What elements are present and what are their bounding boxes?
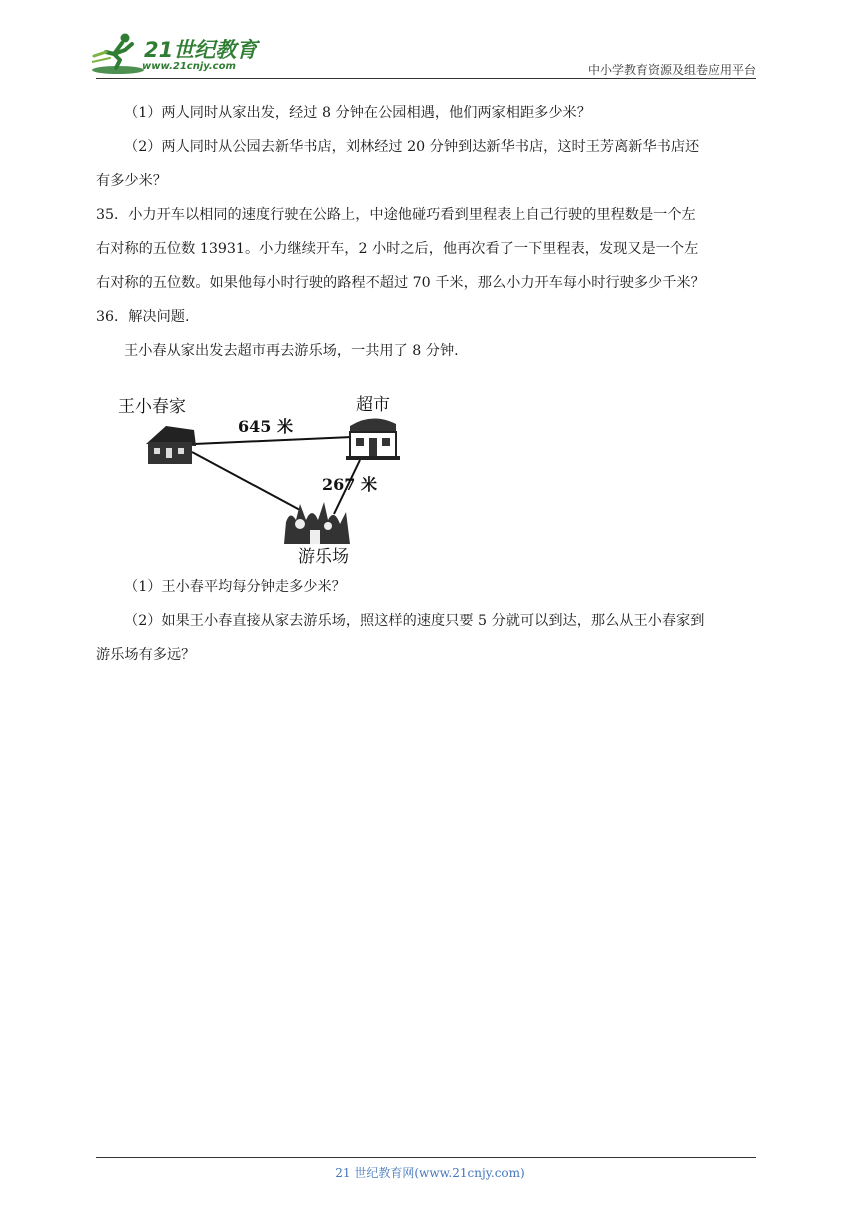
q35-line-1: 35．小力开车以相同的速度行驶在公路上，中途他碰巧看到里程表上自己行驶的里程数是一个左 [96, 207, 696, 223]
q36-title: 36．解决问题. [96, 309, 190, 325]
park-label: 游乐场 [298, 547, 349, 564]
distance-market-park: 267 米 [322, 475, 377, 494]
q34-subquestion-2-line-1: （2）两人同时从公园去新华书店，刘林经过 20 分钟到达新华书店，这时王芳离新华书店还 [124, 139, 700, 155]
q36-subquestion-1: （1）王小春平均每分钟走多少米？ [124, 579, 346, 595]
market-label: 超市 [356, 395, 390, 415]
footer-divider [96, 1157, 756, 1158]
document-body [96, 96, 760, 672]
page-header [0, 0, 860, 80]
q36-subquestion-2-line-2: 游乐场有多远？ [96, 647, 196, 663]
header-platform-text: 中小学教育资源及组卷应用平台 [587, 63, 756, 77]
page-footer: 21 世纪教育网(www.21cnjy.com) [335, 1166, 525, 1180]
header-divider [96, 78, 756, 79]
q35-line-3: 右对称的五位数。如果他每小时行驶的路程不超过 70 千米，那么小力开车每小时行驶多少千米？ [96, 275, 705, 291]
distance-home-market: 645 米 [238, 417, 293, 436]
supermarket-icon [346, 418, 400, 460]
q36-prompt: 王小春从家出发去超市再去游乐场，一共用了 8 分钟. [124, 343, 459, 359]
amusement-park-icon [284, 502, 350, 544]
q36-subquestion-2-line-1: （2）如果王小春直接从家去游乐场，照这样的速度只要 5 分就可以到达，那么从王小春家到 [124, 613, 705, 629]
site-logo [92, 30, 262, 80]
q34-subquestion-1: （1）两人同时从家出发，经过 8 分钟在公园相遇，他们两家相距多少米？ [124, 105, 591, 121]
route-home-market [194, 437, 352, 444]
route-diagram-svg [114, 374, 414, 564]
logo-brand-text: 21世纪教育 [144, 38, 258, 62]
route-diagram [114, 374, 414, 564]
q35-line-2: 右对称的五位数 13931。小力继续开车，2 小时之后，他再次看了一下里程表，发现又是一个左 [96, 241, 699, 257]
route-home-park [192, 452, 300, 510]
runner-logo-icon [92, 30, 148, 78]
house-icon [146, 426, 196, 464]
home-label: 王小春家 [118, 397, 186, 417]
logo-url-text: www.21cnjy.com [142, 61, 236, 72]
q34-subquestion-2-line-2: 有多少米？ [96, 173, 167, 189]
